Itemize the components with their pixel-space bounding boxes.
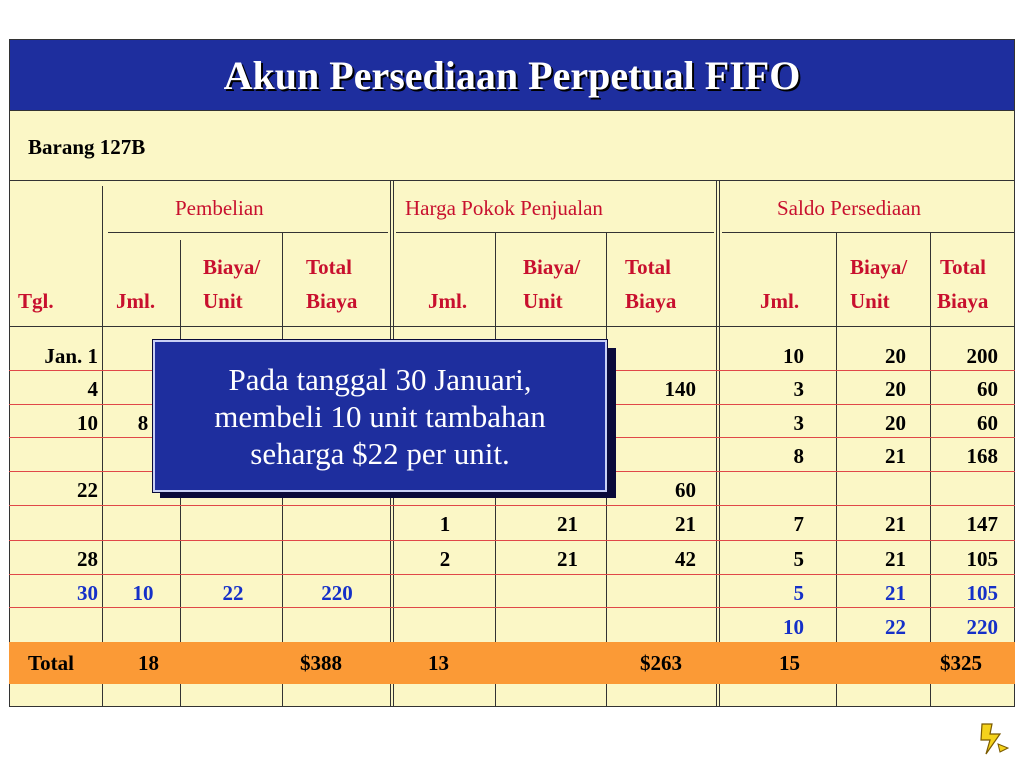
group-header-cogs: Harga Pokok Penjualan [405, 196, 603, 220]
balance-group-underline [722, 232, 1015, 233]
totals-purchase-total: $388 [300, 651, 342, 675]
cell-c-total: 42 [675, 547, 696, 571]
cell-b-qty: 5 [793, 547, 804, 571]
cell-b-total: 60 [977, 377, 998, 401]
cell-c-total [610, 577, 696, 610]
cell-date: 10 [77, 411, 98, 435]
col-header-purchase-total-line2: Biaya [306, 289, 358, 313]
cell-c-unit: 21 [557, 512, 578, 536]
totals-cogs-total: $263 [640, 651, 682, 675]
col-header-cogs-total-line1: Total [625, 255, 671, 279]
cell-b-qty: 5 [793, 581, 804, 605]
col-divider [930, 232, 931, 707]
cell-b-total: 168 [966, 444, 998, 468]
group-header-balance: Saldo Persediaan [777, 196, 922, 220]
col-header-balance-qty: Jml. [760, 289, 800, 313]
col-header-cogs-total-line2: Biaya [625, 289, 677, 313]
cell-c-total [610, 440, 696, 473]
cell-b-qty: 3 [793, 377, 804, 401]
cell-b-unit: 22 [885, 615, 906, 639]
cell-b-qty: 8 [793, 444, 804, 468]
col-header-balance-total-line1: Total [940, 255, 986, 279]
cell-b-total: 200 [966, 344, 998, 368]
totals-label: Total [28, 651, 74, 675]
col-header-balance-unit-line2: Unit [850, 289, 890, 313]
title-bar [9, 39, 1015, 111]
cell-b-unit: 20 [885, 411, 906, 435]
cell-c-qty: 1 [439, 512, 451, 536]
callout-line-1: Pada tanggal 30 Januari, [228, 361, 532, 397]
cell-b-unit: 20 [885, 377, 906, 401]
cell-date [12, 508, 98, 541]
cell-p-total [288, 611, 386, 644]
cell-p-unit [186, 611, 280, 644]
cell-c-total [610, 611, 696, 644]
group-divider-cogs [716, 180, 720, 707]
page-title: Akun Persediaan Perpetual FIFO [223, 52, 801, 98]
cell-b-qty: 3 [793, 411, 804, 435]
totals-balance-qty: 15 [779, 651, 800, 675]
col-header-purchase-unit-line1: Biaya/ [203, 255, 261, 279]
col-header-purchase-qty: Jml. [116, 289, 156, 313]
cell-b-unit: 20 [885, 344, 906, 368]
cell-b-qty [722, 474, 804, 507]
totals-row [9, 642, 1015, 684]
cell-c-unit [500, 611, 578, 644]
cell-c-total: 140 [664, 377, 696, 401]
cell-date [12, 611, 98, 644]
cell-b-total: 220 [966, 615, 998, 639]
cell-b-unit: 21 [885, 547, 906, 571]
cell-c-total: 21 [675, 512, 696, 536]
cell-p-total: 220 [321, 581, 353, 605]
cell-c-qty [398, 611, 492, 644]
cell-p-qty [108, 543, 178, 576]
col-header-cogs-unit-line1: Biaya/ [523, 255, 581, 279]
cell-b-qty: 10 [783, 615, 804, 639]
cell-c-unit: 21 [557, 547, 578, 571]
cell-c-qty: 2 [439, 547, 451, 571]
cell-date: 28 [77, 547, 98, 571]
cell-p-total [288, 508, 386, 541]
cell-b-unit: 21 [885, 581, 906, 605]
col-header-cogs-unit-line2: Unit [523, 289, 563, 313]
cell-date: 30 [77, 581, 98, 605]
cell-date: 22 [77, 478, 98, 502]
header-bottom-separator [9, 326, 1015, 327]
cell-b-total: 105 [966, 547, 998, 571]
cell-p-qty [108, 508, 178, 541]
cell-b-total: 147 [966, 512, 998, 536]
cell-c-qty [398, 577, 492, 610]
col-divider [836, 232, 837, 707]
callout-line-2: membeli 10 unit tambahan [214, 398, 546, 434]
cell-b-unit [840, 474, 906, 507]
callout-line-3: seharga $22 per unit. [250, 435, 510, 471]
col-header-purchase-total-line1: Total [306, 255, 352, 279]
callout-box [153, 340, 607, 492]
cell-c-total [610, 340, 696, 373]
cell-b-qty: 10 [783, 344, 804, 368]
cogs-group-underline [396, 232, 714, 233]
totals-balance-total: $325 [940, 651, 982, 675]
cell-p-unit: 22 [222, 581, 244, 605]
cell-p-total [288, 543, 386, 576]
col-header-purchase-unit-line2: Unit [203, 289, 243, 313]
cell-c-unit [500, 577, 578, 610]
cell-date [12, 440, 98, 473]
group-header-purchases: Pembelian [175, 196, 264, 220]
totals-purchase-qty: 18 [138, 651, 159, 675]
col-header-balance-unit-line1: Biaya/ [850, 255, 908, 279]
cell-b-qty: 7 [793, 512, 804, 536]
cell-p-unit [186, 543, 280, 576]
cell-b-unit: 21 [885, 444, 906, 468]
totals-cogs-qty: 13 [428, 651, 449, 675]
cell-p-qty: 8 [137, 411, 149, 435]
cell-b-total: 105 [966, 581, 998, 605]
lightning-bolt-icon[interactable] [978, 722, 1010, 756]
callout-text [204, 361, 555, 472]
cell-p-unit [186, 508, 280, 541]
cell-b-unit: 21 [885, 512, 906, 536]
cell-c-total [610, 407, 696, 440]
purchases-group-underline [108, 232, 388, 233]
cell-b-total: 60 [977, 411, 998, 435]
cell-b-total [934, 474, 998, 507]
col-header-date: Tgl. [18, 289, 54, 313]
cell-c-total: 60 [675, 478, 696, 502]
col-header-balance-total-line2: Biaya [937, 289, 989, 313]
cell-p-qty [108, 611, 178, 644]
item-label: Barang 127B [28, 135, 146, 159]
col-divider-date [102, 186, 103, 707]
col-header-cogs-qty: Jml. [428, 289, 468, 313]
header-top-separator [9, 180, 1015, 181]
cell-date: Jan. 1 [44, 344, 98, 368]
cell-p-qty: 10 [132, 581, 154, 605]
cell-date: 4 [87, 377, 98, 401]
